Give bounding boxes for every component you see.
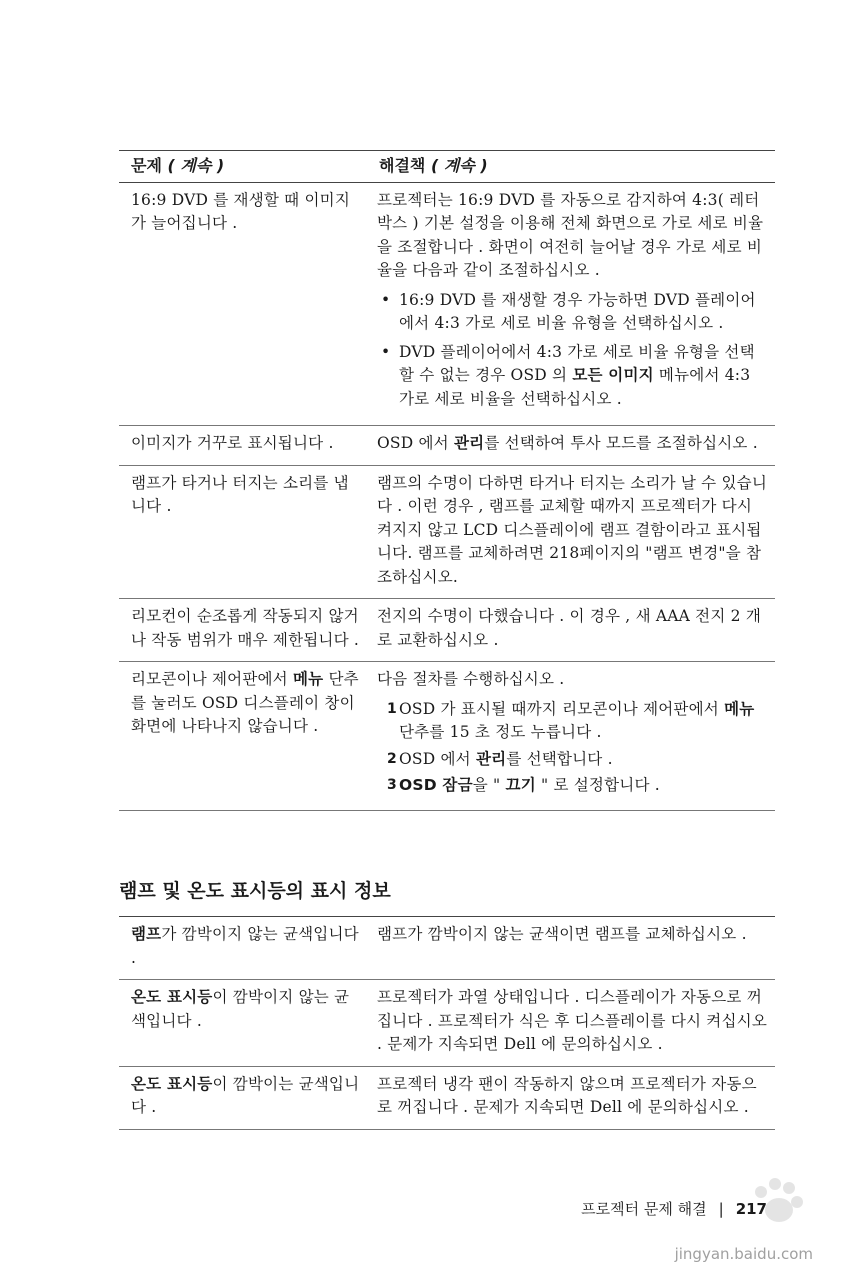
problem-cell: 램프가 타거나 터지는 소리를 냅니다 . bbox=[119, 465, 367, 599]
solution-text: OSD 에서 bbox=[377, 434, 454, 452]
solution-intro: 프로젝터는 16:9 DVD 를 자동으로 감지하여 4:3( 레터 박스 ) 기본 설정을 이용해 전체 화면으로 가로 세로 비율을 조절합니다 . 화면이 여전히 늘어날 경우 가로 세로 비율을 다음과 같이 조절하십시오 . bbox=[377, 190, 764, 279]
setting-name-osd-lock: OSD 잠금 bbox=[399, 776, 473, 794]
problem-text: 단추를 눌러도 OSD 디스플레이 창이 화면에 나타나지 않습니다 . bbox=[131, 670, 359, 735]
solution-text: 를 선택하여 투사 모드를 조절하십시오 . bbox=[484, 434, 758, 452]
solution-cell bbox=[367, 182, 775, 426]
step-text: " 로 설정합니다 . bbox=[535, 776, 660, 794]
indicator-name-temp: 온도 표시등 bbox=[131, 988, 213, 1006]
button-name-menu: 메뉴 bbox=[724, 699, 755, 718]
solution-cell bbox=[367, 426, 775, 466]
indicator-name-temp: 온도 표시등 bbox=[131, 1074, 213, 1093]
step-text: 를 선택합니다 . bbox=[506, 749, 613, 768]
step-number: 3 bbox=[387, 777, 397, 793]
problem-text: 이 깜박이지 않는 균색입니다 . bbox=[131, 988, 350, 1030]
table-row bbox=[119, 465, 775, 599]
step-text: OSD 에서 bbox=[399, 749, 476, 768]
problem-cell: 16:9 DVD 를 재생할 때 이미지가 늘어집니다 . bbox=[119, 182, 367, 426]
table-row bbox=[119, 917, 775, 980]
indicator-table bbox=[119, 916, 775, 1130]
solution-cell bbox=[367, 662, 775, 811]
problem-cell bbox=[119, 662, 367, 811]
bullet-item bbox=[377, 341, 769, 412]
solution-cell: 프로젝터 냉각 팬이 작동하지 않으며 프로젝터가 자동으로 꺼집니다 . 문제가 지속되면 Dell 에 문의하십시오 . bbox=[367, 1066, 775, 1129]
menu-name-all-images: 모든 이미지 bbox=[572, 366, 654, 384]
problem-cell: 리모컨이 순조롭게 작동되지 않거나 작동 범위가 매우 제한됩니다 . bbox=[119, 599, 367, 662]
header-solution-continued: ( 계속 ) bbox=[430, 156, 488, 175]
header-problem-continued: ( 계속 ) bbox=[167, 156, 225, 175]
section-title: 램프 및 온도 표시등의 표시 정보 bbox=[119, 880, 391, 902]
step-item bbox=[377, 748, 769, 772]
solution-steps bbox=[377, 698, 769, 798]
header-solution-label: 해결책 bbox=[379, 156, 426, 175]
problem-cell: 이미지가 거꾸로 표시됩니다 . bbox=[119, 426, 367, 466]
problem-solution-table bbox=[119, 150, 775, 811]
step-item bbox=[377, 774, 769, 798]
problem-cell bbox=[119, 1066, 367, 1129]
solution-cell: 프로젝터가 과열 상태입니다 . 디스플레이가 자동으로 꺼집니다 . 프로젝터가 식은 후 디스플레이를 다시 켜십시오 . 문제가 지속되면 Dell 에 문의하십시오 . bbox=[367, 980, 775, 1067]
header-solution bbox=[367, 151, 775, 183]
bullet-text: DVD 플레이어에서 4:3 가로 세로 비율 유형을 선택할 수 없는 경우 OSD 의 bbox=[399, 342, 755, 384]
button-name-menu: 메뉴 bbox=[293, 670, 324, 688]
watermark-url: jingyan.baidu.com bbox=[674, 1245, 813, 1263]
footer-separator: | bbox=[718, 1200, 724, 1218]
bullet-item: • 16:9 DVD 를 재생할 경우 가능하면 DVD 플레이어에서 4:3 가로 세로 비율 유형을 선택하십시오 . bbox=[377, 289, 769, 336]
solution-cell: 램프의 수명이 다하면 타거나 터지는 소리가 날 수 있습니다 . 이런 경우 , 램프를 교체할 때까지 프로젝터가 다시 켜지지 않고 LCD 디스플레이에 램프 결함이라고 표시됩니다. 램프를 교체하려면 218페이지의 "램프 변경"을 참조하십시오. bbox=[367, 465, 775, 599]
problem-cell bbox=[119, 980, 367, 1067]
page-number: 217 bbox=[735, 1200, 767, 1218]
problem-text: 리모콘이나 제어판에서 bbox=[131, 670, 293, 688]
table-row bbox=[119, 980, 775, 1067]
table-row bbox=[119, 426, 775, 466]
menu-name-management: 관리 bbox=[453, 434, 485, 452]
table-row bbox=[119, 662, 775, 811]
step-item bbox=[377, 698, 769, 745]
table-row bbox=[119, 182, 775, 426]
header-problem-label: 문제 bbox=[131, 156, 162, 175]
solution-cell: 전지의 수명이 다했습니다 . 이 경우 , 새 AAA 전지 2 개로 교환하십시오 . bbox=[367, 599, 775, 662]
table-header-row bbox=[119, 151, 775, 183]
page-footer bbox=[581, 1198, 767, 1219]
solution-intro: 다음 절차를 수행하십시오 . bbox=[377, 670, 565, 688]
setting-value-off: 끄기 bbox=[505, 776, 536, 794]
solution-cell: 램프가 깜박이지 않는 균색이면 램프를 교체하십시오 . bbox=[367, 917, 775, 980]
problem-cell bbox=[119, 917, 367, 980]
table-row bbox=[119, 599, 775, 662]
troubleshooting-table-continued bbox=[119, 150, 775, 811]
step-number: 2 bbox=[387, 750, 397, 767]
bullet-text: 메뉴에서 4:3 가로 세로 비율을 선택하십시오 . bbox=[399, 366, 751, 408]
indicator-name-lamp: 램프 bbox=[131, 925, 162, 943]
step-text: OSD 가 표시될 때까지 리모콘이나 제어판에서 bbox=[399, 699, 725, 718]
solution-bullet-list bbox=[377, 289, 769, 412]
menu-name-management: 관리 bbox=[475, 749, 507, 768]
table-row bbox=[119, 1066, 775, 1129]
footer-chapter: 프로젝터 문제 해결 bbox=[581, 1200, 707, 1218]
header-problem bbox=[119, 151, 367, 183]
indicator-table-wrapper bbox=[119, 916, 775, 1130]
problem-text: 이 깜박이는 균색입니다 . bbox=[131, 1074, 360, 1116]
step-text: 을 " bbox=[472, 776, 506, 794]
step-number: 1 bbox=[387, 700, 397, 717]
step-text: 단추를 15 초 정도 누릅니다 . bbox=[399, 723, 602, 741]
problem-text: 가 깜박이지 않는 균색입니다 . bbox=[131, 925, 359, 967]
